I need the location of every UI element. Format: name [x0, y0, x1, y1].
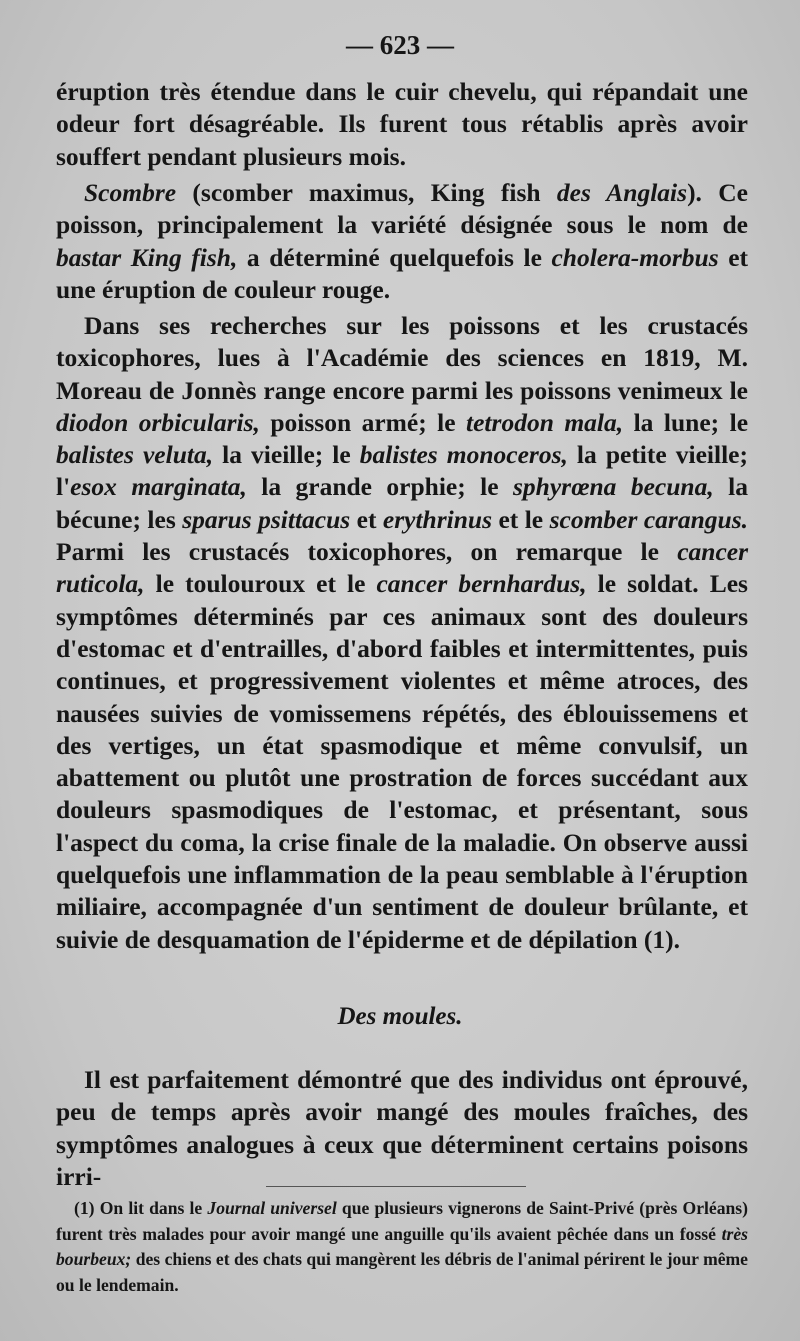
text-run: la lune; le — [623, 407, 749, 437]
text-run: Dans ses recherches sur les poissons et les crustacés toxicophores, lues à l'Académie des sciences en 1819, M. Moreau de Jonnès range encore parmi les poissons venimeux le — [56, 311, 748, 405]
text-run: la petite vieille; l' — [56, 440, 748, 502]
text-run: la grande orphie; le — [246, 472, 513, 502]
italic-term: cancer ruticola, — [56, 537, 748, 599]
text-run: (scomber maximus, King fish — [176, 178, 557, 207]
text-run: Parmi les crustacés toxicophores, on remarque le — [56, 537, 678, 567]
paragraph-toxicophores — [56, 310, 748, 956]
paragraph-moules: Il est parfaitement démontré que des individus ont éprouvé, peu de temps après avoir mangé des moules fraîches, des symptômes analogues à ceux que déterminent certains poisons irri- — [56, 1065, 748, 1191]
text-run: la bécune; les — [56, 472, 748, 534]
text-run: et le — [492, 504, 550, 534]
text-run: des chiens et des chats qui mangèrent les débris de l'animal périrent le jour même ou le lendemain. — [56, 1249, 748, 1295]
page-number: — 623 — — [346, 30, 454, 60]
text-run: le soldat. Les symptômes déterminés par ces animaux sont des douleurs d'estomac et d'entrailles, d'abord faibles et intermittentes, puis continues, et progressivement violentes et même atroces, des nausées suivies de vomissemens répétés, des éblouissemens et des vertiges, un état spasmodique et même convulsif, un abattement ou plutôt une prostration de forces succédant aux douleurs spasmodiques de l'estomac, et présentant, sous l'aspect du coma, la crise finale de la maladie. On observe aussi quelquefois une inflammation de la peau semblable à l'éruption miliaire, accompagnée d'un sentiment de douleur brûlante, et suivie de desquamation de l'épiderme et de dépilation (1). — [56, 569, 748, 954]
text-run: et — [350, 504, 383, 534]
italic-term: scomber carangus. — [549, 504, 748, 534]
italic-term: sphyrœna becuna, — [512, 472, 714, 502]
italic-term: balistes veluta, — [56, 440, 214, 470]
text-run: (1) On lit dans le — [74, 1198, 208, 1218]
italic-term: balistes monoceros, — [359, 440, 568, 470]
text-run: que plusieurs vignerons de Saint-Privé (près Orléans) furent très malades pour avoir mangé une anguille qu'ils avaient pêchée dans un fossé — [56, 1198, 748, 1244]
italic-term: bastar King fish, — [56, 242, 238, 272]
italic-term: sparus psittacus — [182, 504, 351, 534]
italic-term: cholera-morbus — [551, 242, 719, 272]
italic-term: Journal universel — [207, 1198, 337, 1218]
italic-term: erythrinus — [382, 504, 493, 534]
text-run: poisson armé; le — [259, 407, 467, 437]
italic-term: cancer bernhardus, — [376, 569, 587, 599]
italic-term: des Anglais — [556, 178, 688, 207]
italic-term: très bourbeux; — [56, 1223, 748, 1269]
text-run: le toulouroux et le — [144, 569, 377, 599]
footnote — [56, 1196, 748, 1298]
text-run: a déterminé quelquefois le — [237, 242, 552, 272]
paragraph-1 — [56, 76, 748, 173]
italic-term: Scombre — [84, 178, 177, 207]
text-run: la vieille; le — [213, 440, 360, 470]
text-run: et une éruption de couleur rouge. — [56, 242, 749, 304]
footnote-divider — [266, 1186, 526, 1187]
italic-term: esox marginata, — [70, 472, 247, 502]
paragraph-scombre — [56, 177, 748, 306]
section-heading: Des moules. — [337, 1003, 463, 1030]
italic-term: tetrodon mala, — [466, 407, 624, 437]
italic-term: diodon orbicularis, — [56, 407, 260, 437]
text-run: ). Ce poisson, principalement la variété désignée sous le nom de — [56, 178, 748, 240]
text-run: éruption très étendue dans le cuir chevelu, qui répandait une odeur fort désagréable. Ils furent tous rétablis après avoir souffert pendant plusieurs mois. — [56, 77, 748, 171]
